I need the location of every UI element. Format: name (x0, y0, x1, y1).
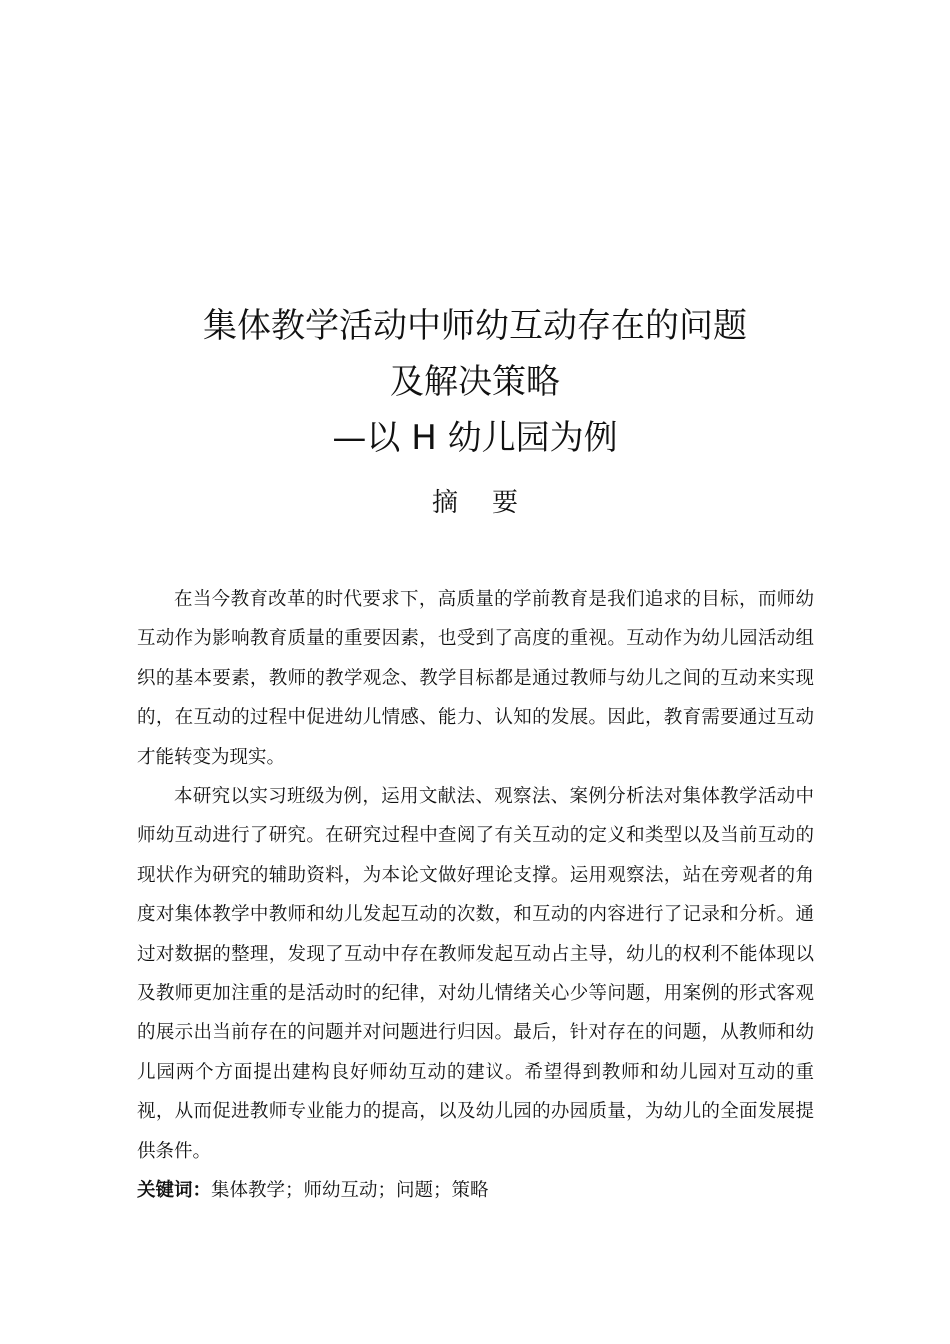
keywords-label: 关键词： (137, 1180, 212, 1202)
title-line-1: 集体教学活动中师幼互动存在的问题 (203, 306, 747, 346)
abstract-heading: 摘要 (431, 488, 552, 518)
title-line-2: 及解决策略 (390, 362, 560, 402)
abstract-body (137, 580, 814, 1211)
abstract-paragraph-1: 在当今教育改革的时代要求下，高质量的学前教育是我们追求的目标，而师幼互动作为影响教育质量的重要因素，也受到了高度的重视。互动作为幼儿园活动组织的基本要素，教师的教学观念、教学目标都是通过教师与幼儿之间的互动来实现的，在互动的过程中促进幼儿情感、能力、认知的发展。因此，教育需要通过互动才能转变为现实。 (137, 589, 814, 768)
abstract-paragraph-2: 本研究以实习班级为例，运用文献法、观察法、案例分析法对集体教学活动中师幼互动进行了研究。在研究过程中查阅了有关互动的定义和类型以及当前互动的现状作为研究的辅助资料，为本论文做好理论支撑。运用观察法，站在旁观者的角度对集体教学中教师和幼儿发起互动的次数，和互动的内容进行了记录和分析。通过对数据的整理，发现了互动中存在教师发起互动占主导，幼儿的权利不能体现以及教师更加注重的是活动时的纪律，对幼儿情绪关心少等问题，用案例的形式客观的展示出当前存在的问题并对问题进行归因。最后，针对存在的问题，从教师和幼儿园两个方面提出建构良好师幼互动的建议。希望得到教师和幼儿园对互动的重视，从而促进教师专业能力的提高，以及幼儿园的办园质量，为幼儿的全面发展提供条件。 (137, 786, 814, 1162)
keywords-text: 集体教学；师幼互动；问题；策略 (211, 1180, 489, 1202)
paper-title (0, 298, 950, 466)
title-line-3: —以 H 幼儿园为例 (332, 418, 618, 458)
keywords-line (137, 1171, 814, 1210)
